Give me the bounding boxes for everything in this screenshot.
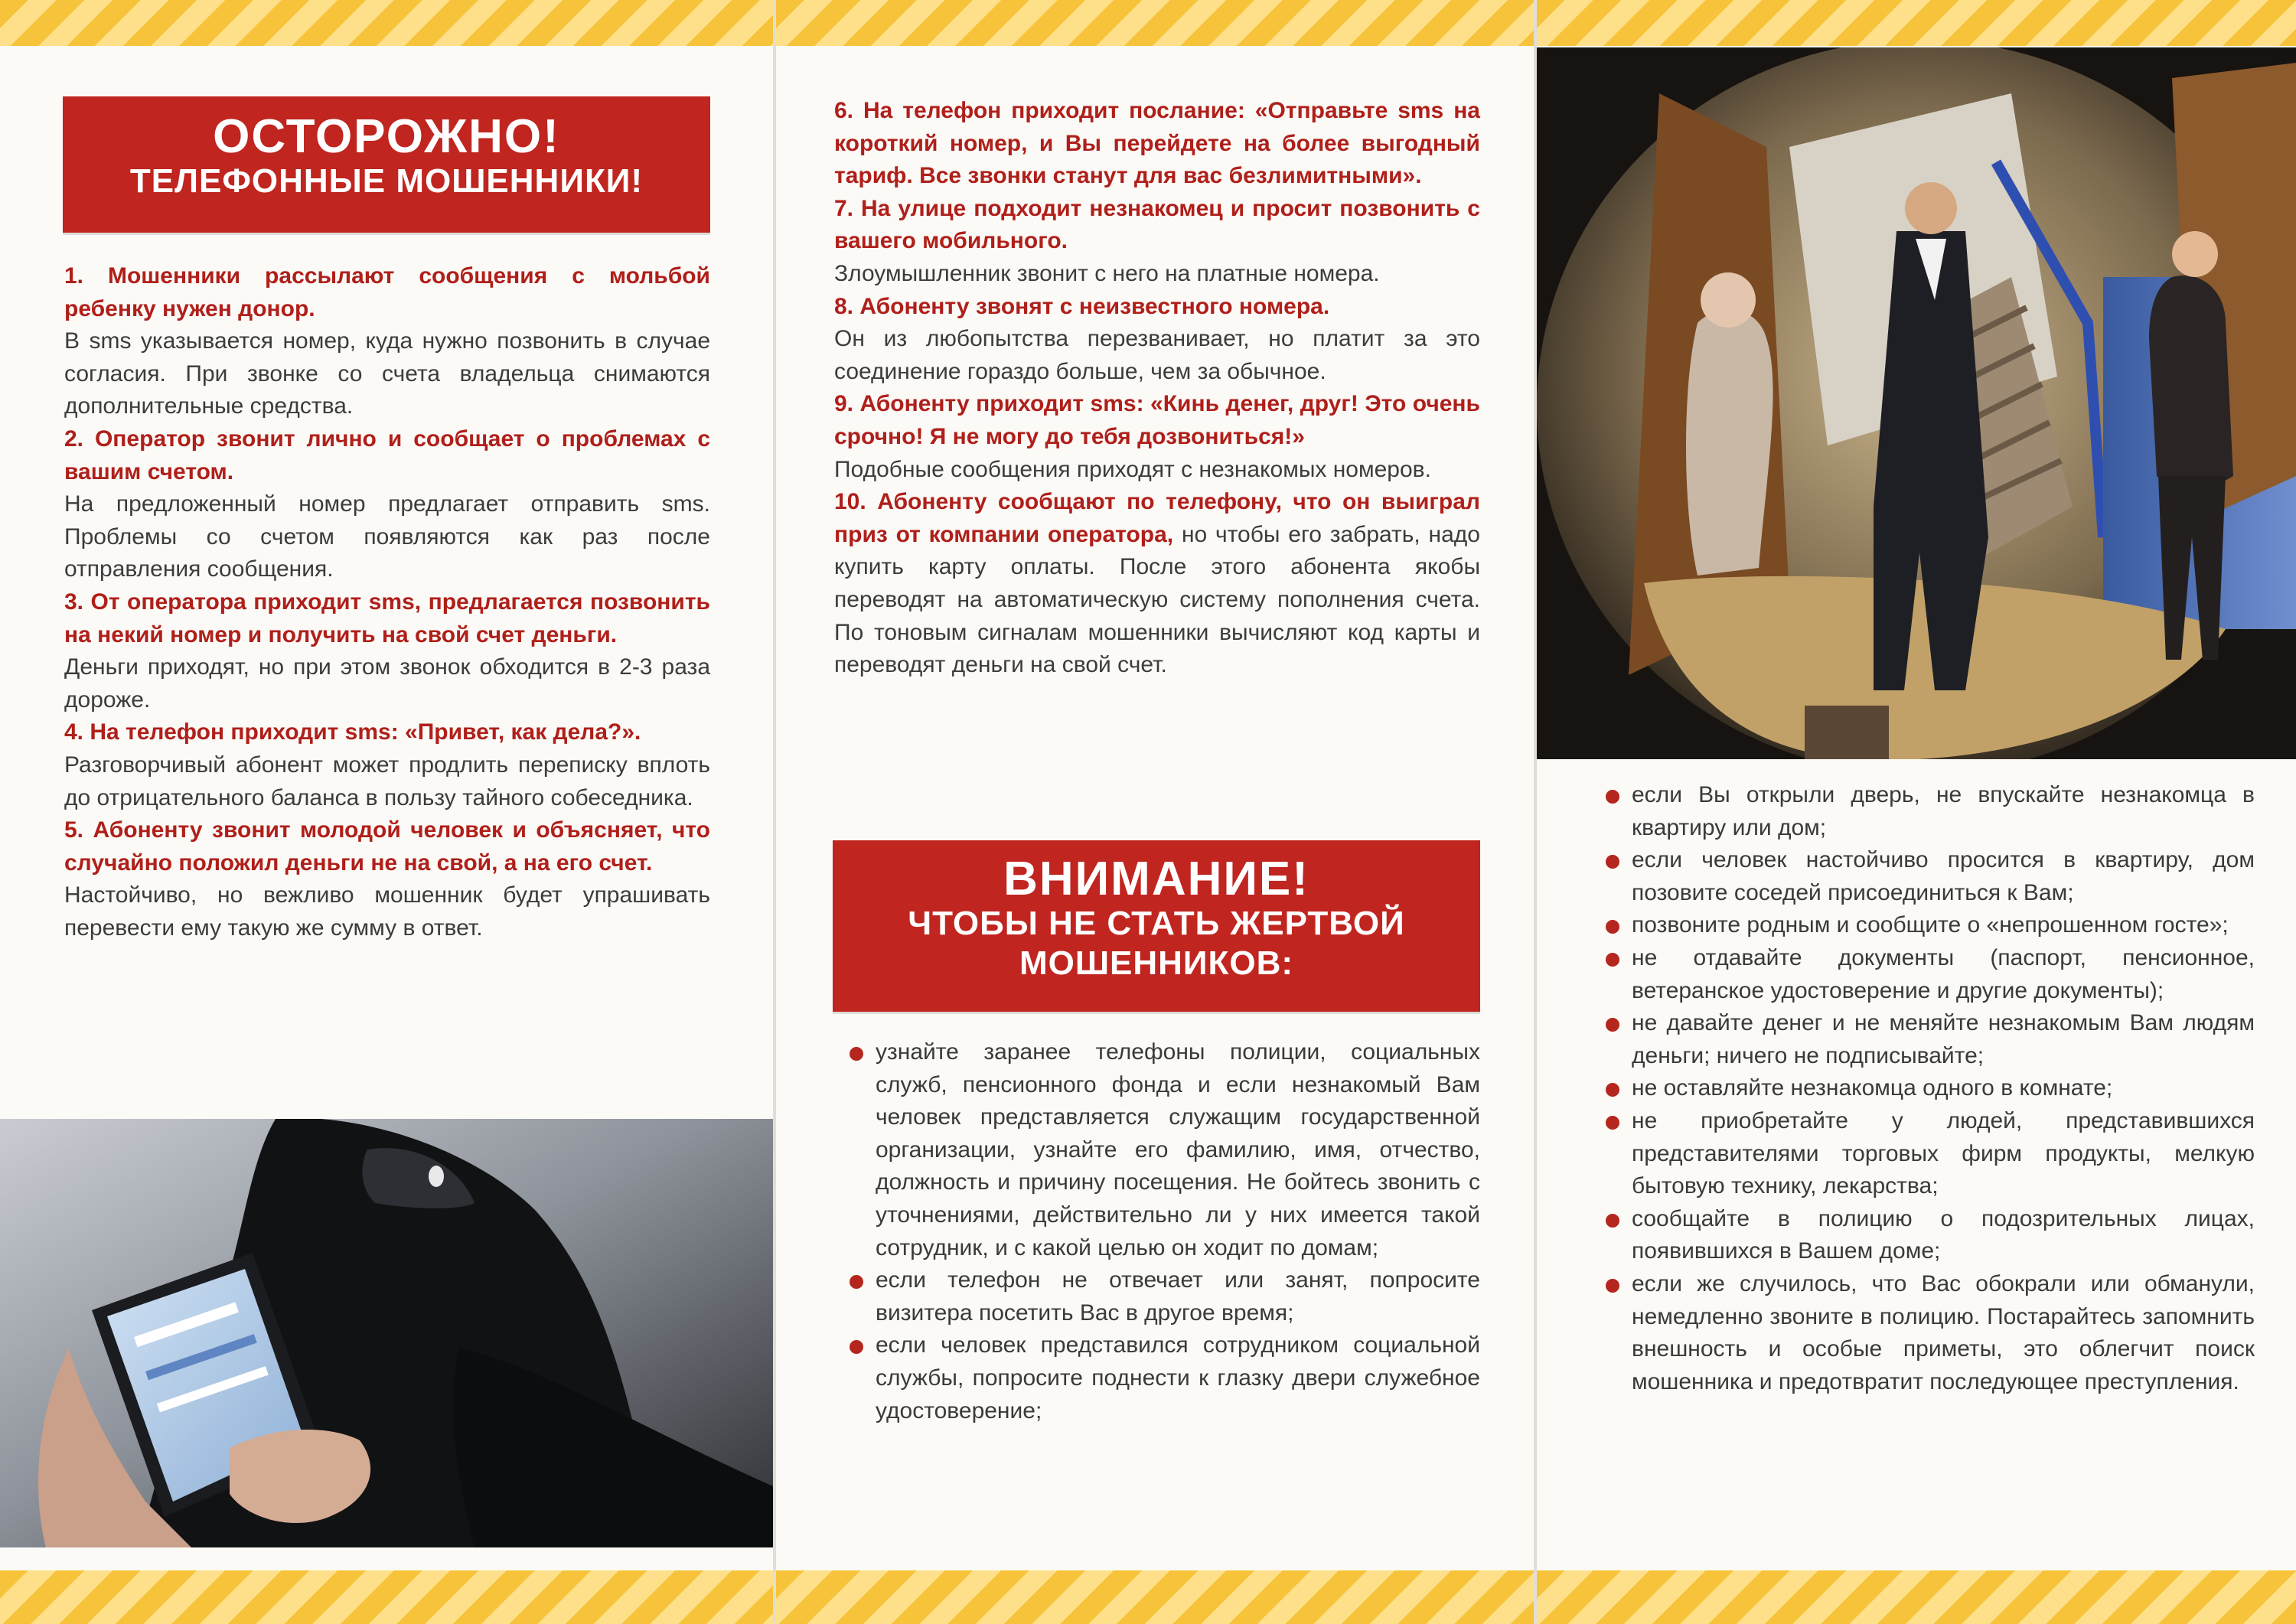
advice-text: если человек представился сотрудником социальной службы, попросите поднести к глазку двери служебное удостоверение; xyxy=(876,1332,1480,1423)
bullet-icon xyxy=(1606,1214,1619,1228)
fraud-list-2 xyxy=(834,95,1480,682)
bottom-stripe xyxy=(0,1570,773,1624)
banner-title: ОСТОРОЖНО! xyxy=(213,110,560,163)
item-body: Он из любопытства перезванивает, но платит за это соединение гораздо больше, чем за обычное. xyxy=(834,326,1480,384)
item-heading: 3. От оператора приходит sms, предлагается позвонить на некий номер и получить на свой счет деньги. xyxy=(64,589,710,647)
advice-item xyxy=(845,1329,1480,1427)
advice-item xyxy=(1601,1268,2255,1398)
advice-text: если же случилось, что Вас обокрали или обманули, немедленно звоните в полицию. Постарайтесь запомнить внешность и особые приметы, это облегчит поиск мошенника и предотвратит последующее преступления. xyxy=(1632,1270,2255,1394)
item-heading: 8. Абоненту звонят с неизвестного номера. xyxy=(834,293,1330,319)
item-body: Настойчиво, но вежливо мошенник будет упрашивать перевести ему такую же сумму в ответ. xyxy=(64,882,710,941)
top-stripe xyxy=(0,0,773,46)
advice-text: не приобретайте у людей, представившихся представителями торговых фирм продукты, мелкую бытовую технику, лекарства; xyxy=(1632,1107,2255,1199)
advice-text: сообщайте в полицию о подозрительных лицах, появившихся в Вашем доме; xyxy=(1632,1205,2255,1264)
item-heading: 9. Абоненту приходит sms: «Кинь денег, друг! Это очень срочно! Я не могу до тебя дозвониться!» xyxy=(834,391,1480,449)
advice-item xyxy=(1601,1203,2255,1268)
attention-banner xyxy=(833,840,1480,1012)
item-body: На предложенный номер предлагает отправить sms. Проблемы со счетом появляются как раз после отправления сообщения. xyxy=(64,491,710,582)
advice-text: не давайте денег и не меняйте незнакомым Вам людям деньги; ничего не подписывайте; xyxy=(1632,1010,2255,1068)
item-heading: 10. Абоненту сообщают по телефону, что он выиграл приз от компании оператора, xyxy=(834,489,1480,547)
bullet-icon xyxy=(850,1047,863,1061)
item-body: Злоумышленник звонит с него на платные номера. xyxy=(834,260,1380,286)
bottom-stripe xyxy=(776,1570,1534,1624)
advice-text: если Вы открыли дверь, не впускайте незнакомца в квартиру или дом; xyxy=(1632,782,2255,840)
item-heading: 4. На телефон приходит sms: «Привет, как дела?». xyxy=(64,719,641,745)
item-heading: 7. На улице подходит незнакомец и просит позвонить с вашего мобильного. xyxy=(834,195,1480,254)
item-heading: 1. Мошенники рассылают сообщения с мольбой ребенку нужен донор. xyxy=(64,263,710,321)
advice-item xyxy=(845,1264,1480,1329)
item-heading: 5. Абоненту звонит молодой человек и объясняет, что случайно положил деньги не на свой, а на его счет. xyxy=(64,817,710,876)
banner-title: ВНИМАНИЕ! xyxy=(1003,853,1309,905)
banner-subtitle-2: МОШЕННИКОВ: xyxy=(1019,944,1294,982)
item-heading: 2. Оператор звонит лично и сообщает о проблемах с вашим счетом. xyxy=(64,426,710,484)
panel-left xyxy=(0,0,773,1624)
advice-text: не оставляйте незнакомца одного в комнате; xyxy=(1632,1075,2113,1101)
advice-text: узнайте заранее телефоны полиции, социальных служб, пенсионного фонда и если незнакомый Вам человек представляется служащим государственной организации, узнайте его фамилию, имя, отчество, должность и причину посещения. Не бойтесь звонить с уточнениями, действительно ли у них имеется такой сотрудник, и с какой целью он ходит по домам; xyxy=(876,1039,1480,1260)
fraud-list-1 xyxy=(64,260,710,944)
item-mixed xyxy=(834,486,1480,682)
bullet-icon xyxy=(1606,1083,1619,1097)
hacker-phone-photo xyxy=(0,1119,773,1547)
advice-list-2 xyxy=(1601,779,2255,1398)
bullet-icon xyxy=(1606,1116,1619,1130)
advice-item xyxy=(1601,1105,2255,1203)
door-peephole-illustration xyxy=(1537,47,2296,759)
panel-middle xyxy=(776,0,1534,1624)
bullet-icon xyxy=(1606,953,1619,967)
advice-item xyxy=(1601,1007,2255,1072)
banner-subtitle: ТЕЛЕФОННЫЕ МОШЕННИКИ! xyxy=(129,162,644,201)
item-body: но чтобы его забрать, надо купить карту оплаты. После этого абонента якобы переводят на автоматическую систему пополнения счета. По тоновым сигналам мошенники вычисляют код карты и переводят деньги на свой счет. xyxy=(834,521,1480,678)
advice-text: если телефон не отвечает или занят, попросите визитера посетить Вас в другое время; xyxy=(876,1267,1480,1326)
advice-item xyxy=(845,1036,1480,1264)
advice-item xyxy=(1601,942,2255,1007)
bullet-icon xyxy=(1606,1018,1619,1032)
bullet-icon xyxy=(850,1275,863,1289)
bullet-icon xyxy=(850,1340,863,1354)
advice-item xyxy=(1601,844,2255,909)
advice-text: не отдавайте документы (паспорт, пенсионное, ветеранское удостоверение и другие документы); xyxy=(1632,944,2255,1003)
bullet-icon xyxy=(1606,920,1619,934)
item-heading: 6. На телефон приходит послание: «Отправьте sms на короткий номер, и Вы перейдете на более выгодный тариф. Все звонки станут для вас безлимитными». xyxy=(834,98,1480,189)
warning-banner xyxy=(63,96,710,233)
bullet-icon xyxy=(1606,790,1619,804)
banner-subtitle: ЧТОБЫ НЕ СТАТЬ ЖЕРТВОЙ xyxy=(908,905,1405,943)
advice-item xyxy=(1601,779,2255,844)
bullet-icon xyxy=(1606,1279,1619,1293)
item-body: Подобные сообщения приходят с незнакомых номеров. xyxy=(834,456,1431,482)
top-stripe xyxy=(776,0,1534,46)
item-body: Деньги приходят, но при этом звонок обходится в 2-3 раза дороже. xyxy=(64,654,710,713)
advice-text: если человек настойчиво просится в квартиру, дом позовите соседей присоединиться к Вам; xyxy=(1632,847,2255,905)
advice-text: позвоните родным и сообщите о «непрошенном госте»; xyxy=(1632,912,2229,938)
item-body: В sms указывается номер, куда нужно позвонить в случае согласия. При звонке со счета владельца снимаются дополнительные средства. xyxy=(64,328,710,419)
item-body: Разговорчивый абонент может продлить переписку вплоть до отрицательного баланса в пользу тайного собеседника. xyxy=(64,752,710,810)
advice-item xyxy=(1601,1072,2255,1105)
bullet-icon xyxy=(1606,855,1619,869)
advice-list-1 xyxy=(845,1036,1480,1427)
bottom-stripe xyxy=(1537,1570,2296,1624)
top-stripe xyxy=(1537,0,2296,46)
panel-right xyxy=(1537,0,2296,1624)
advice-item xyxy=(1601,909,2255,942)
